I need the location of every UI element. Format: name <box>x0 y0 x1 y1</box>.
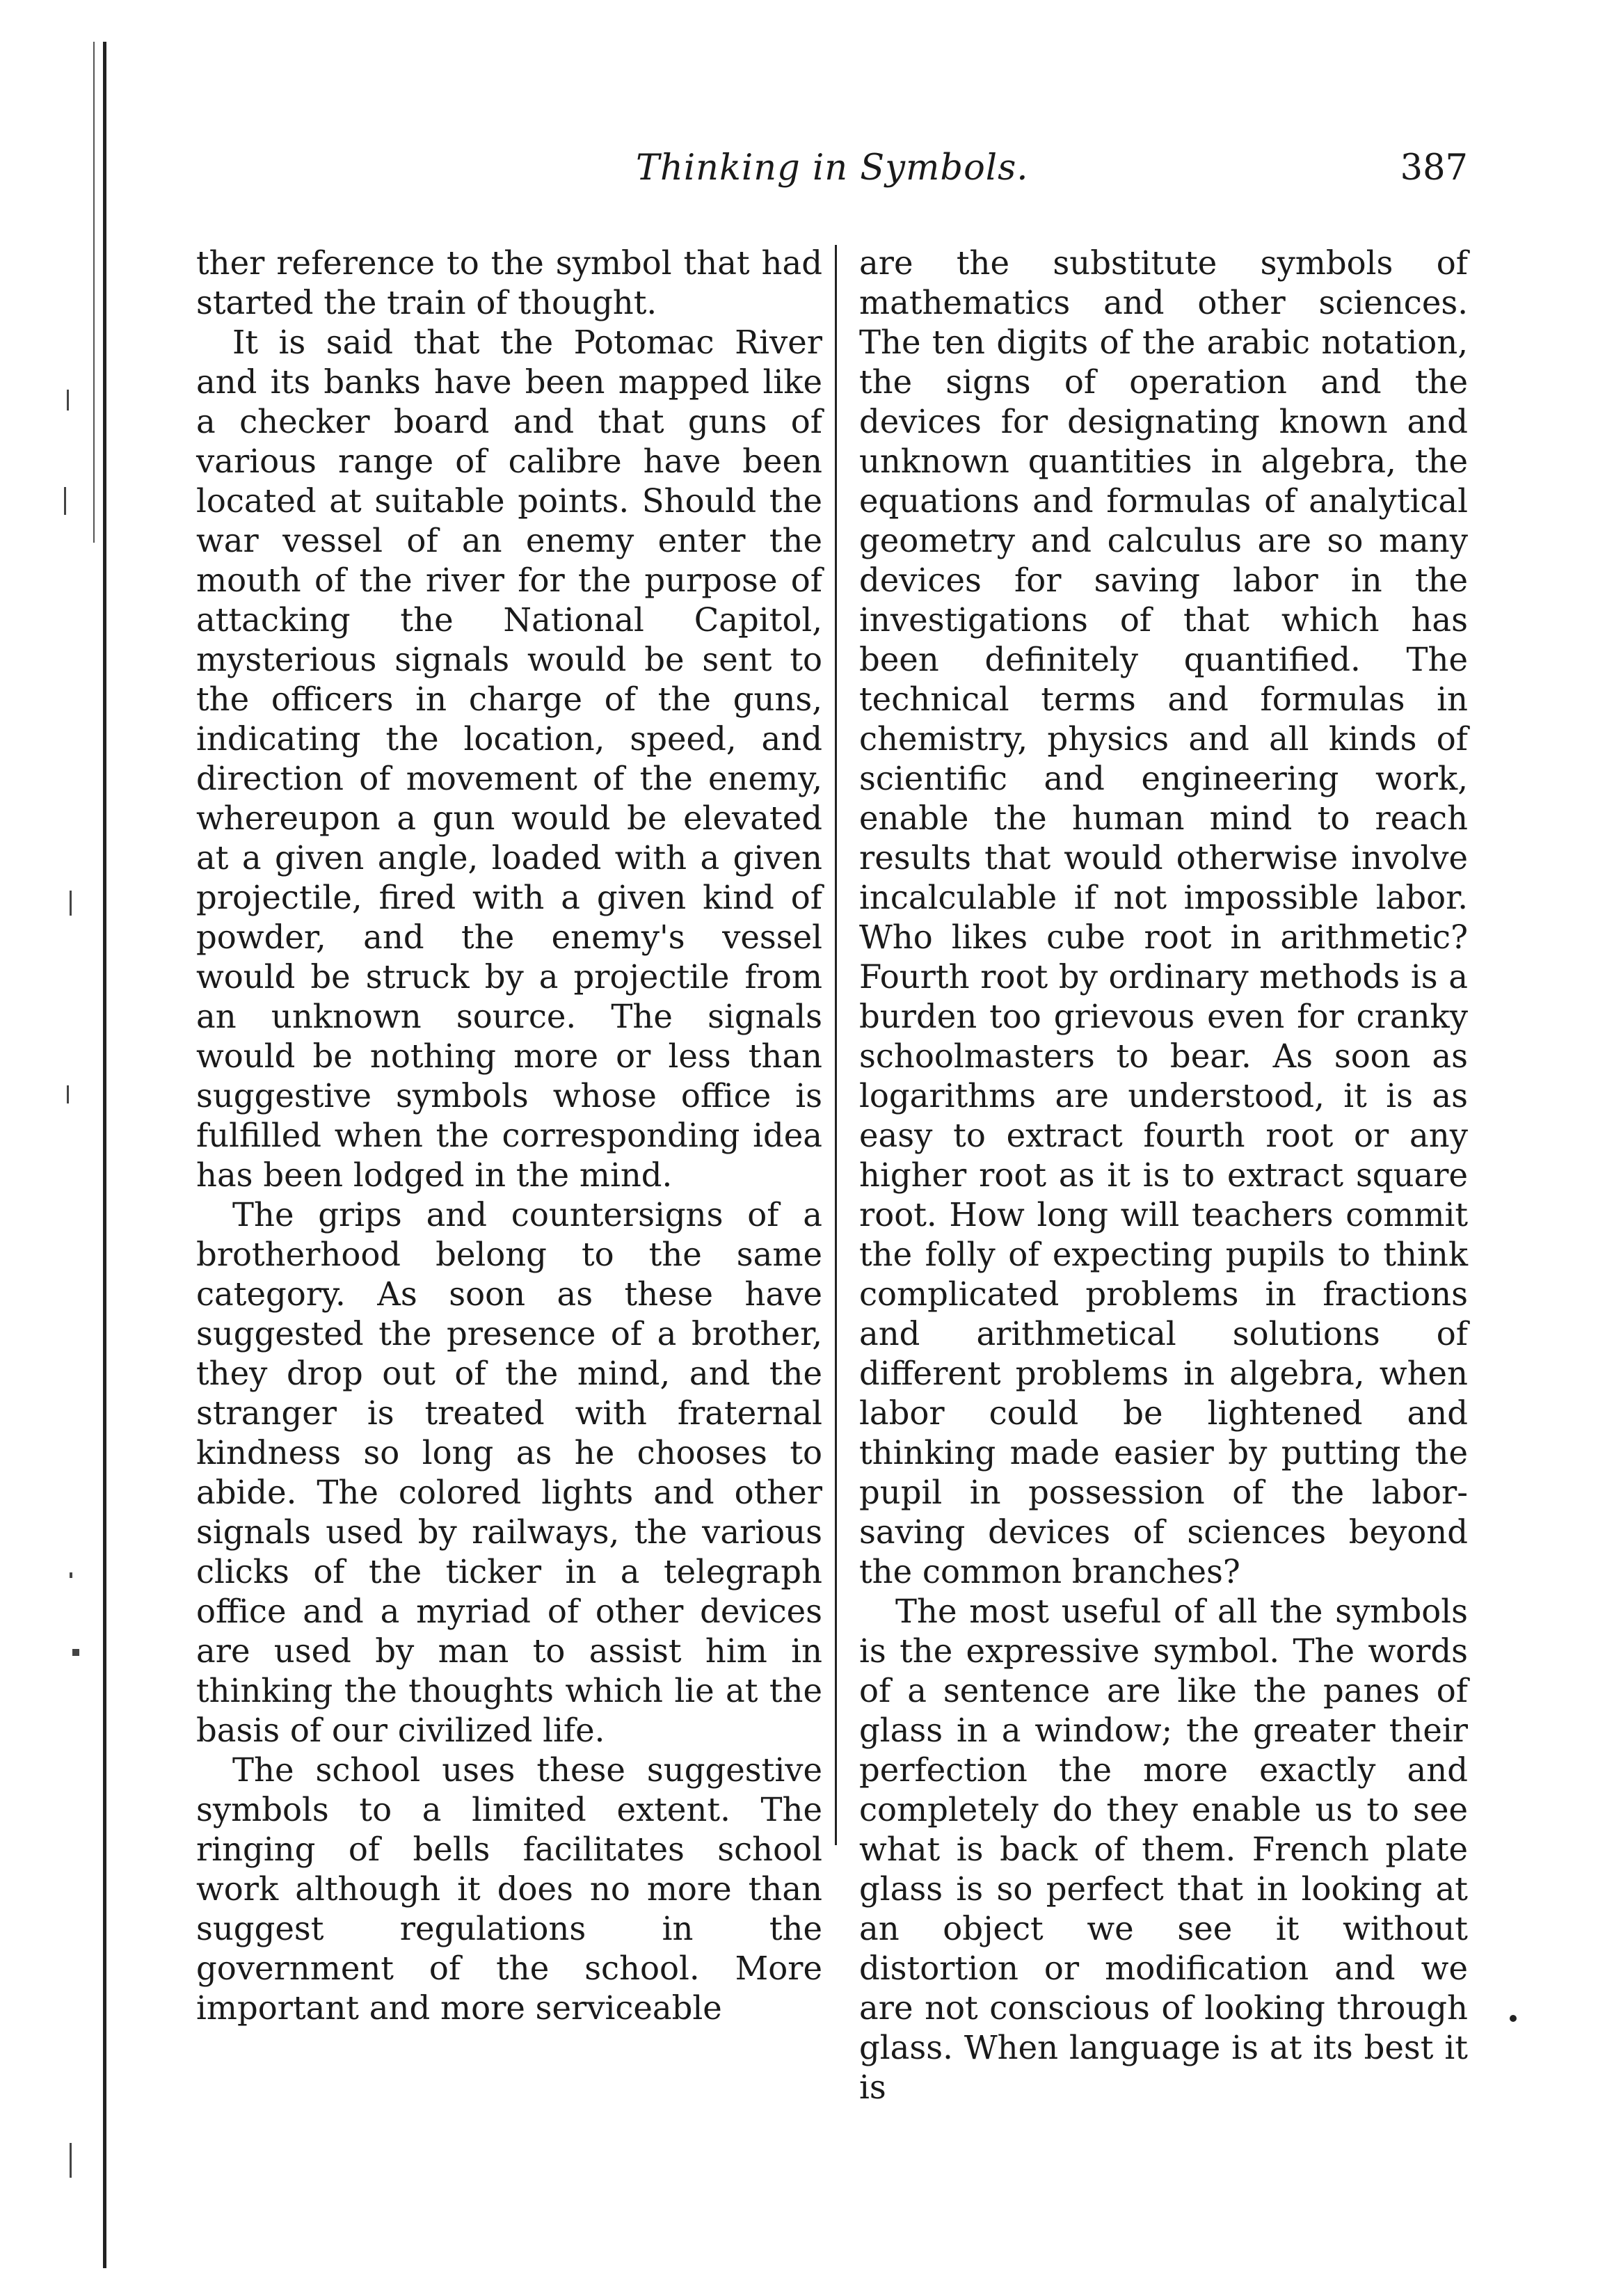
page-number: 387 <box>1400 148 1468 189</box>
gutter-mark <box>70 891 72 916</box>
paragraph: The most useful of all the symbols is the expressive symbol. The words of a sentence are like the panes of glass in a window; the greater their perfection the more exactly and completely do they enable us to see what is back of them. French plate glass is so perfect that in looking at an object we see it without distortion or modification and we are not conscious of looking through glass. When language is at its best it is <box>859 1593 1468 2106</box>
paragraph: The grips and countersigns of a brotherhood belong to the same category. As soon as these have suggested the presence of a brother, they drop out of the mind, and the stranger is treated with fraternal kindness so long as he chooses to abide. The colored lights and other signals used by railways, the various clicks of the ticker in a telegraph office and a myriad of other devices are used by man to assist him in thinking the thoughts which lie at the basis of our civilized life. <box>196 1196 822 1749</box>
column-divider <box>835 245 837 1845</box>
running-title: Thinking in Symbols. <box>636 148 1029 189</box>
right-column <box>859 244 1468 2107</box>
stray-mark <box>1510 2015 1517 2022</box>
paragraph: The school uses these suggestive symbols to a limited extent. The ringing of bells facilitates school work although it does no more than suggest regulations in the government of the school. More important and more serviceable <box>196 1751 822 2027</box>
gutter-mark <box>64 487 66 515</box>
gutter-rule <box>103 42 106 2268</box>
running-header <box>191 148 1468 196</box>
gutter-mark <box>67 390 69 410</box>
gutter-mark <box>70 2143 72 2178</box>
paragraph: are the substitute symbols of mathematics and other sciences. The ten digits of the arabic notation, the signs of operation and the devices for designating known and unknown quantities in algebra, the equations and formulas of analytical geometry and calculus are so many devices for saving labor in the investigations of that which has been definitely quantified. The technical terms and formulas in chemistry, physics and all kinds of scientific and engineering work, enable the human mind to reach results that would otherwise involve incalculable if not impossible labor. Who likes cube root in arithmetic? Fourth root by ordinary methods is a burden too grievous even for cranky schoolmasters to bear. As soon as logarithms are understood, it is as easy to extract fourth root or any higher root as it is to extract square root. How long will teachers commit the folly of expecting pupils to think complicated problems in fractions and arithmetical solutions of different problems in algebra, when labor could be lightened and thinking made easier by putting the pupil in possession of the labor-saving devices of sciences beyond the common branches? <box>859 244 1468 1591</box>
gutter-mark <box>70 1572 72 1578</box>
gutter-mark <box>72 1649 79 1656</box>
gutter-mark <box>67 1085 69 1103</box>
gutter-rule-thin <box>93 42 95 543</box>
left-column <box>196 244 822 2028</box>
paragraph: It is said that the Potomac River and its banks have been mapped like a checker board and that guns of various range of calibre have been located at suitable points. Should the war vessel of an enemy enter the mouth of the river for the purpose of attacking the National Capitol, mysterious signals would be sent to the officers in charge of the guns, indicating the location, speed, and direction of movement of the enemy, whereupon a gun would be elevated at a given angle, loaded with a given projectile, fired with a given kind of powder, and the enemy's vessel would be struck by a projectile from an unknown source. The signals would be nothing more or less than suggestive symbols whose office is fulfilled when the corresponding idea has been lodged in the mind. <box>196 324 822 1194</box>
paragraph: ther reference to the symbol that had started the train of thought. <box>196 244 822 321</box>
